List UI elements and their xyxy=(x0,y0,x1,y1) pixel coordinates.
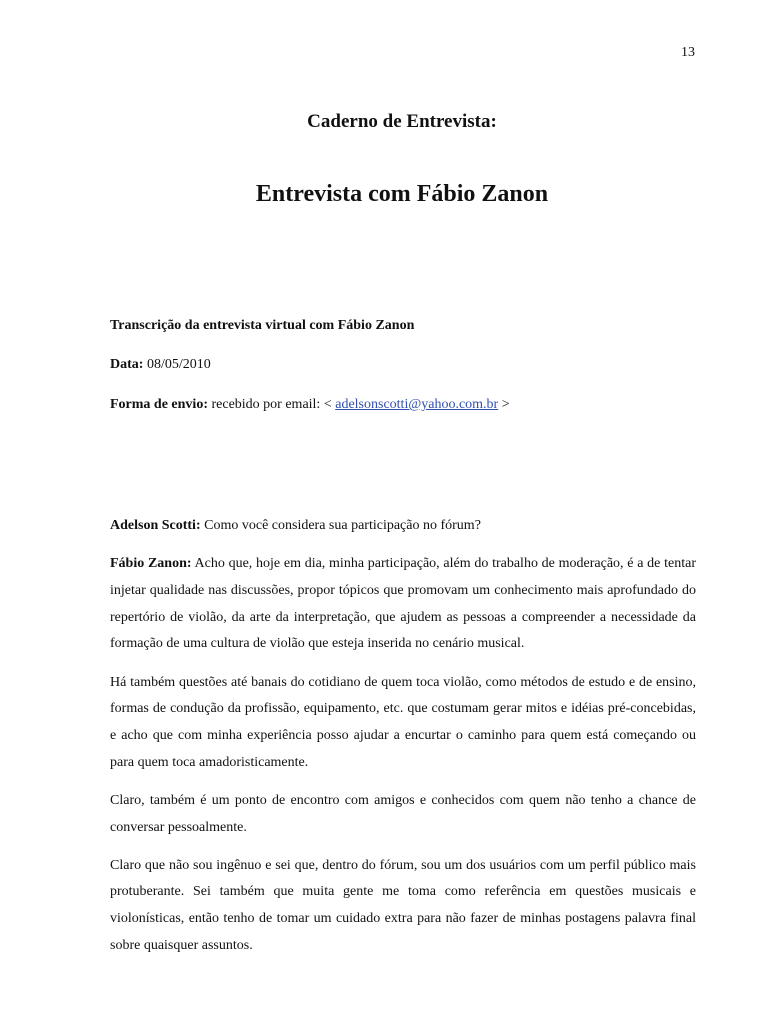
document-title: Entrevista com Fábio Zanon xyxy=(255,181,549,207)
answer-paragraph-4: Claro que não sou ingênuo e sei que, dentro do fórum, sou um dos usuários com um perfil público mais protuberante. Sei também que muita gente me toma como referência em questões musicais e violonísticas, então tenho de tomar um cuidado extra para não fazer de minhas postagens palavra final sobre quaisquer assuntos. xyxy=(110,857,696,953)
date-label: Data: xyxy=(110,357,144,372)
email-link[interactable]: adelsonscotti@yahoo.com.br xyxy=(335,397,499,412)
answer-paragraph-3: Claro, também é um ponto de encontro com amigos e conhecidos com quem não tenho a chance de conversar pessoalmente. xyxy=(110,792,696,835)
interview-body xyxy=(110,513,696,971)
date-line xyxy=(110,357,696,373)
date-value: 08/05/2010 xyxy=(146,357,211,372)
answer-paragraph-2: Há também questões até banais do cotidiano de quem toca violão, como métodos de estudo e de ensino, formas de condução da profissão, equipamento, etc. que costumam gerar mitos e idéias pré-concebidas, e acho que com minha experiência posso ajudar a encurtar o caminho para quem está começando ou para quem toca amadoristicamente. xyxy=(110,674,696,770)
sending-prefix: recebido por email: < xyxy=(211,397,332,412)
question-paragraph xyxy=(110,513,696,540)
sending-line xyxy=(110,397,696,413)
transcription-heading: Transcrição da entrevista virtual com Fábio Zanon xyxy=(110,318,415,333)
answer-paragraph xyxy=(110,551,696,658)
sending-label: Forma de envio: xyxy=(110,397,208,412)
page-number: 13 xyxy=(681,45,695,60)
interviewee-name: Fábio Zanon: xyxy=(110,556,192,572)
answer-text: Acho que, hoje em dia, minha participação, além do trabalho de moderação, é a de tentar injetar qualidade nas discussões, propor tópicos que promovam um conhecimento mais aprofundado do repertório de violão, da arte da interpretação, que ajudem as pessoas a compreender a necessidade da formação de uma cultura de violão que esteja inserida no cenário musical. xyxy=(110,556,696,652)
interviewer-name: Adelson Scotti: xyxy=(110,518,201,533)
question-text: Como você considera sua participação no fórum? xyxy=(204,518,481,533)
sending-suffix: > xyxy=(501,397,510,412)
document-subtitle: Caderno de Entrevista: xyxy=(307,111,497,132)
